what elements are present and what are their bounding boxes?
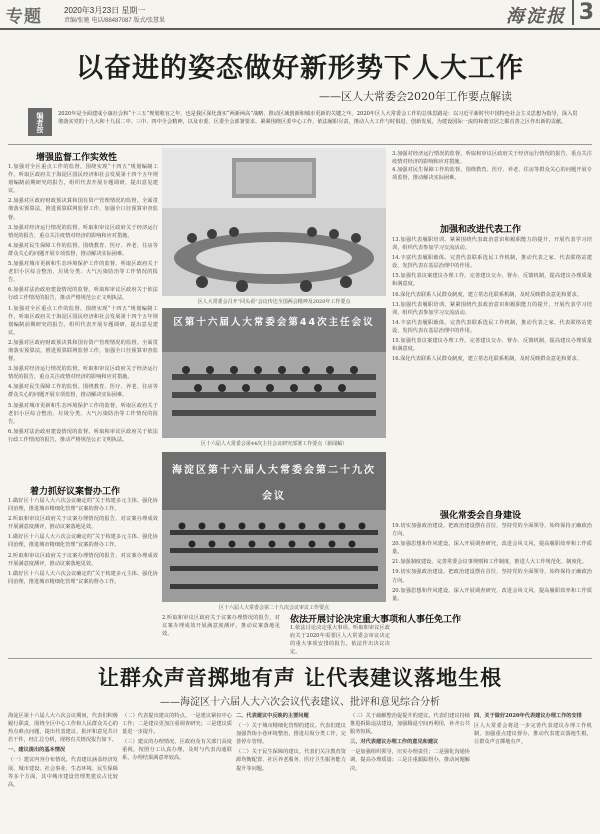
page-subheadline: ——区人大常委会2020年工作要点解读 bbox=[319, 90, 512, 103]
meeting-photo-1 bbox=[162, 148, 386, 296]
paragraph: 19.切实加强政治建设。把政治建设摆在首位，坚持党的全面领导，始终保持正确政治方向。 bbox=[392, 569, 592, 584]
paragraph: 4.加强对民生保障工作的监督。围绕教育、医疗、养老、住房等群众关心的问题开展专项监督，推动解决实际困难。 bbox=[392, 167, 592, 182]
paragraph: 15.加强代表议案建议办理工作。完善建议交办、督办、反馈机制，提高建议办理质量和满意度。 bbox=[392, 273, 592, 288]
meeting-room-illustration bbox=[162, 148, 386, 296]
editor-credits: 责编/张驰 电话/88487087 版式/张慧果 bbox=[64, 18, 166, 24]
paragraph: 1.做好区十六届人大六次会议确定的“关于构建多元主体、强化协同治理，推进城市精细化管理”议案的督办工作。 bbox=[8, 534, 158, 549]
paragraph: 1.加强对全区重点工作的监督。围绕实现“十四五”规划编制工作，听取区政府关于海淀区国民经济和社会发展第十四个五年规划编制前期研究的报告，组织代表开展专题调研，提出意见建议。 bbox=[8, 164, 158, 195]
paragraph: 区人大常委会将进一步完善代表建议办理工作机制，加强重点建议督办，推动代表建议落地生根，让群众声音掷地有声。 bbox=[474, 723, 592, 746]
paragraph: 3.加强对经济运行情况的监督。听取和审议区政府关于经济运行情况的报告，重点关注疫情对经济的影响和应对措施。 bbox=[392, 151, 592, 166]
paragraph: （二）代表提出建议的特点。一是建议紧扣中心工作；二是建议更加注重调查研究；三是建议质量进一步提升。 bbox=[122, 713, 232, 736]
paragraph: 6.加强对法治政府建设情况的监督。听取和审议区政府关于依法行政工作情况的报告，推动严格规范公正文明执法。 bbox=[8, 287, 158, 302]
paper-name: 海淀报 bbox=[506, 6, 566, 27]
paragraph: 2.听取和审议区政府关于议案办理情况的报告，对议案办理成效开展满意度测评，推动议案落地见效。 bbox=[162, 615, 280, 638]
paragraph: （一）建议内容分布情况。代表建议涵盖经济发展、城市建设、社会事业、生态环境、民生保障等多个方面，其中城市建设管理类建议占比较高。 bbox=[8, 757, 118, 788]
paragraph: 2.听取和审议区政府关于议案办理情况的报告，对议案办理成效开展满意度测评，推动议案落地见效。 bbox=[8, 552, 158, 567]
paragraph: 5.加强对城市更新和生态环境保护工作的监督。听取区政府关于老旧小区综合整治、垃圾分类、大气污染防治等工作情况的报告。 bbox=[8, 402, 158, 425]
second-article-subheadline: ——海淀区十六届人大六次会议代表建议、批评和意见综合分析 bbox=[160, 697, 440, 708]
paragraph: 1.依法讨论决定重大事项。听取和审议区政府关于2020年需要区人大常委会审议决定的重大事项安排的报告，依法作出决议决定。 bbox=[290, 625, 390, 656]
paragraph: 13.加强代表履职培训。紧紧围绕代表政治意识和履职能力的提升，开展代表学习培训，组织代表参加学习交流活动。 bbox=[392, 301, 592, 316]
section4-heading: 加强和改进代表工作 bbox=[440, 225, 522, 235]
paragraph: 2.加强对区政府财政预决算和国有资产管理情况的监督。全面贯彻落实预算法，推进预算联网监督工作，加强全口径预算审查监督。 bbox=[8, 339, 158, 363]
right-top-text bbox=[392, 150, 592, 208]
meeting-sign-2-text: 区第十六届人大常委会第44次主任会议 bbox=[173, 317, 375, 328]
bottom-column-3 bbox=[236, 712, 346, 830]
paragraph: 1.做好区十六届人大六次会议确定的“关于构建多元主体、强化协同治理，推进城市精细化管理”议案的督办工作。 bbox=[8, 570, 158, 585]
paragraph: 6.加强对法治政府建设情况的监督。听取和审议区政府关于依法行政工作情况的报告，推动严格规范公正文明执法。 bbox=[8, 428, 158, 443]
paragraph: 13.加强代表履职培训。紧紧围绕代表政治意识和履职能力的提升，开展代表学习培训，组织代表参加学习交流活动。 bbox=[392, 237, 592, 252]
photo-1-caption: 区人大常委会召开“回头看”会议传达全国两会精神及2020年工作要点 bbox=[197, 299, 351, 305]
divider bbox=[8, 144, 592, 145]
paragraph: 4.加强对民生保障工作的监督。围绕教育、医疗、养老、住房等群众关心的问题开展专项监督，推动解决实际困难。 bbox=[8, 384, 158, 399]
paragraph: 20.加强思想和作风建设。深入开展调查研究，改进会风文风，提高履职效率和工作质量。 bbox=[392, 541, 592, 556]
paragraph: 20.加强思想和作风建设。深入开展调查研究，改进会风文风，提高履职效率和工作质量。 bbox=[392, 587, 592, 602]
subheading: 四、关于做好2020年代表建议办理工作的安排 bbox=[474, 713, 582, 719]
paragraph: 19.切实加强政治建设。把政治建设摆在首位，坚持党的全面领导，始终保持正确政治方向。 bbox=[392, 523, 592, 538]
paragraph: 4.加强对民生保障工作的监督。围绕教育、医疗、养老、住房等群众关心的问题开展专项监督，推动解决实际困难。 bbox=[8, 242, 158, 257]
paragraph: 1.加强对全区重点工作的监督。围绕实现“十四五”规划编制工作，听取区政府关于海淀区国民经济和社会发展第十四个五年规划编制前期研究的报告，组织代表开展专题调研，提出意见建议。 bbox=[8, 305, 158, 336]
section2-heading: 着力抓好议案督办工作 bbox=[30, 487, 121, 497]
paragraph: 16.深化代表联系人民群众制度，建立常态化联系机制，及时反映群众意见和要求。 bbox=[392, 356, 582, 363]
subheading: 一、建议提出的基本情况 bbox=[8, 747, 66, 754]
paragraph: （一）关于城市精细化管理的建议。代表们建议加强背街小巷环境整治，推进垃圾分类工作，完善停车管理。 bbox=[236, 723, 346, 746]
meeting-sign-2 bbox=[170, 312, 378, 334]
section2-body bbox=[8, 497, 158, 652]
paragraph: 15.加强代表议案建议办理工作。完善建议交办、督办、反馈机制，提高建议办理质量和满意度。 bbox=[392, 338, 592, 353]
paragraph: 2.听取和审议区政府关于议案办理情况的报告，对议案办理成效开展满意度测评，推动议案落地见效。 bbox=[8, 516, 158, 531]
page-number: 3 bbox=[572, 0, 594, 25]
editor-note-text: 2020年是全面建成小康社会和“十三五”规划收官之年，也是我区深化落实“两新两高”战略、推动区域创新和城市更新的关键之年。2020年区人大常委会工作的总体思路是：以习近平新时代中国特色社会主义思想为指导，深入贯彻落实党的十九大和十九届二中、三中、四中全会精神，以及市委、区委全会部署要求，紧紧围绕区委中心工作，依法履职尽责，推动人大工作与时俱进、创新发展，为建设国际一流的和谐宜居之都首善之区作出新的贡献。 bbox=[58, 111, 578, 125]
paragraph: 1.做好区十六届人大六次会议确定的“关于构建多元主体、强化协同治理，推进城市精细化管理”议案的督办工作。 bbox=[8, 498, 158, 513]
section4-body bbox=[392, 236, 592, 498]
section1-body bbox=[8, 163, 158, 475]
section3-heading: 依法开展讨论决定重大事项和人事任免工作 bbox=[290, 615, 462, 625]
paragraph: 5.加强对城市更新和生态环境保护工作的监督。听取区政府关于老旧小区综合整治、垃圾分类、大气污染防治等工作情况的报告。 bbox=[8, 261, 158, 284]
section5-heading: 强化常委会自身建设 bbox=[440, 511, 522, 521]
section5-body bbox=[392, 522, 592, 654]
editor-note-tag: 编者按 bbox=[28, 108, 52, 136]
section2-continued bbox=[162, 614, 280, 654]
section1-heading: 增强监督工作实效性 bbox=[36, 153, 118, 163]
section3-body bbox=[290, 624, 390, 654]
paragraph: 14.丰富代表履职载体。完善代表联系选民工作机制，推动代表之家、代表联络站建设，发挥代表在基层治理中的作用。 bbox=[392, 319, 592, 334]
issue-date: 2020年3月23日 星期一 bbox=[64, 6, 146, 15]
bottom-column-4 bbox=[350, 712, 470, 830]
paragraph: 2.加强对区政府财政预决算和国有资产管理情况的监督。全面贯彻落实预算法，推进预算联网监督工作，加强全口径预算审查监督。 bbox=[8, 198, 158, 221]
subheading: 二、代表建议中反映的主要问题 bbox=[236, 713, 309, 719]
paragraph: 3.加强对经济运行情况的监督。听取和审议区政府关于经济运行情况的报告，重点关注疫情对经济的影响和应对措施。 bbox=[8, 366, 158, 381]
photo-3-caption: 区十六届人大常委会第二十九次会议审议工作要点 bbox=[218, 605, 329, 611]
paragraph: 3.加强对经济运行情况的监督。听取和审议区政府关于经济运行情况的报告，重点关注疫情对经济的影响和应对措施。 bbox=[8, 224, 158, 239]
bottom-column-5 bbox=[474, 712, 592, 830]
paragraph: 14.丰富代表履职载体。完善代表联系选民工作机制，推动代表之家、代表联络站建设，发挥代表在基层治理中的作用。 bbox=[392, 255, 592, 270]
paragraph: 一是加强组织领导，压实办理责任；二是强化沟通协调，提高办理质量；三是注重跟踪督办，推动问题解决。 bbox=[350, 749, 470, 772]
paragraph: （三）关于疏解整治促提升的建议。代表们建议持续推进拆除违法建设，加强腾退空间再利用，补齐公共服务短板。 bbox=[350, 713, 470, 736]
bottom-column-1 bbox=[8, 712, 118, 830]
masthead bbox=[0, 0, 600, 30]
second-article-headline: 让群众声音掷地有声 让代表建议落地生根 bbox=[97, 666, 503, 690]
divider bbox=[8, 658, 592, 659]
meeting-sign-3 bbox=[170, 458, 378, 502]
paragraph: （二）关于民生保障的建议。代表们关注教育资源均衡配置、社区养老服务、医疗卫生服务能力提升等问题。 bbox=[236, 749, 346, 772]
photo-2-caption: 区十六届人大常委会第44次主任会议研究部署工作要点（新闻稿） bbox=[200, 441, 348, 447]
paragraph: 16.深化代表联系人民群众制度，建立常态化联系机制，及时反映群众意见和要求。 bbox=[392, 291, 582, 298]
meeting-sign-3-text: 海淀区第十六届人大常委会第二十九次会议 bbox=[172, 465, 376, 502]
paragraph: （三）建议的办理情况。区政府及有关部门高度重视，按照分工认真办理，及时与代表沟通联系，办理结果满意率较高。 bbox=[122, 739, 232, 762]
bottom-column-2 bbox=[122, 712, 232, 830]
page-headline: 以奋进的姿态做好新形势下人大工作 bbox=[76, 53, 524, 84]
paragraph: 21.加强制度建设。完善常委会议事规则和工作制度，推进人大工作规范化、制度化。 bbox=[392, 559, 588, 566]
subheading: 三、对代表建议办理工作的意见和建议 bbox=[350, 739, 439, 746]
section-label: 专题 bbox=[6, 7, 42, 27]
paragraph: 海淀区第十六届人大六次会议期间，代表们积极履行职责，围绕全区中心工作和人民群众关心的热点难点问题，提出代表建议、批评和意见共计若干件，经汇总分析，现将有关情况报告如下。 bbox=[8, 713, 118, 744]
